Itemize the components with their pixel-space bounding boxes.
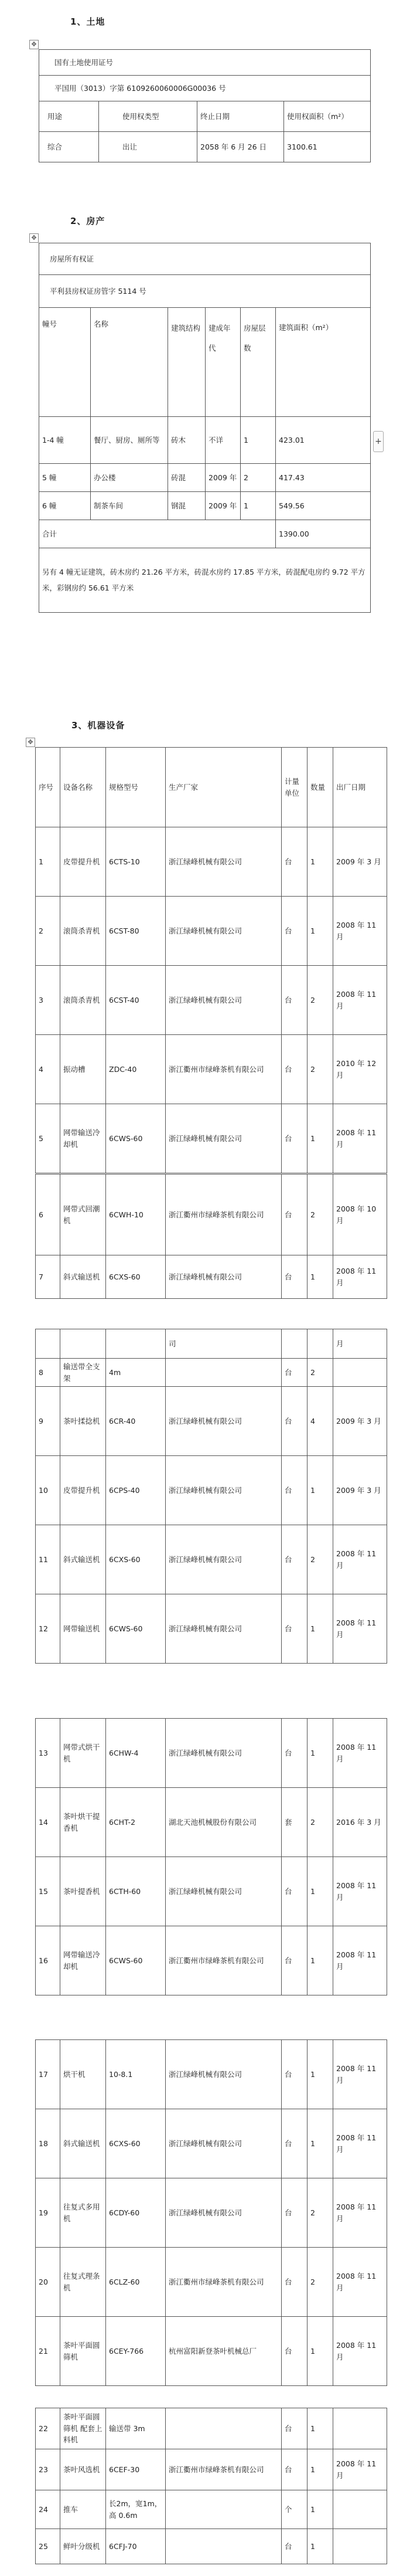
mach-date: 2008 年 11 月 xyxy=(333,1525,387,1594)
mach-no: 22 xyxy=(36,2408,60,2449)
mach-qty: 2 xyxy=(308,1035,333,1104)
house-header-structure: 建筑结构 xyxy=(168,308,206,417)
mach-model xyxy=(106,1329,166,1359)
mach-qty: 1 xyxy=(308,1104,333,1173)
mach-name: 皮带提升机 xyxy=(60,1456,106,1525)
house-note: 另有 4 幢无证建筑，砖木房约 21.26 平方米，砖混水房约 17.85 平方米，砖混配电房约 9.72 平方米，彩钢房约 56.61 平方米 xyxy=(39,548,371,613)
land-value-type: 出让 xyxy=(99,132,197,162)
land-header-end-date: 终止日期 xyxy=(197,101,284,132)
mach-date: 2008 年 11 月 xyxy=(333,966,387,1035)
mach-name: 往复式多用机 xyxy=(60,2178,106,2248)
house-row-bldg: 5 幢 xyxy=(39,464,91,492)
mach-name: 鲜叶分级机 xyxy=(60,2529,106,2564)
mach-model: 6CWH-10 xyxy=(106,1175,166,1255)
mach-unit: 台 xyxy=(282,897,308,966)
land-value-area: 3100.61 xyxy=(284,132,371,162)
mach-maker: 浙江绿峰机械有限公司 xyxy=(166,2040,282,2109)
mach-name: 斜式输送机 xyxy=(60,2109,106,2178)
mach-unit: 台 xyxy=(282,1035,308,1104)
mach-name: 往复式理条机 xyxy=(60,2248,106,2317)
house-row-area: 417.43 xyxy=(276,464,371,492)
mach-name: 网带式回潮机 xyxy=(60,1175,106,1255)
mach-date: 2010 年 12 月 xyxy=(333,1035,387,1104)
mach-unit: 台 xyxy=(282,1456,308,1525)
mach-qty: 2 xyxy=(308,2178,333,2248)
mach-name: 皮带提升机 xyxy=(60,827,106,897)
mach-qty: 1 xyxy=(308,2408,333,2449)
mach-qty: 1 xyxy=(308,1857,333,1926)
mach-header-no: 序号 xyxy=(36,748,60,827)
mach-model: 长2m，宽1m，高 0.6m xyxy=(106,2490,166,2529)
mach-date: 2008 年 11 月 xyxy=(333,1719,387,1788)
mach-date xyxy=(333,2490,387,2529)
mach-model: 6CTH-60 xyxy=(106,1857,166,1926)
mach-unit: 台 xyxy=(282,2449,308,2490)
mach-qty xyxy=(308,1329,333,1359)
mach-qty: 2 xyxy=(308,1788,333,1857)
mach-name: 推车 xyxy=(60,2490,106,2529)
mach-maker: 杭州富阳新登茶叶机械总厂 xyxy=(166,2317,282,2386)
mach-unit: 台 xyxy=(282,1175,308,1255)
add-row-button[interactable]: + xyxy=(373,431,384,452)
mach-name: 网带输送冷却机 xyxy=(60,1926,106,1995)
mach-name xyxy=(60,1329,106,1359)
house-row-year: 2009 年 xyxy=(206,492,241,520)
mach-maker xyxy=(166,2490,282,2529)
mach-maker: 司 xyxy=(166,1329,282,1359)
mach-maker: 浙江绿峰机械有限公司 xyxy=(166,966,282,1035)
mach-name: 斜式输送机 xyxy=(60,1255,106,1299)
mach-date: 2008 年 11 月 xyxy=(333,2449,387,2490)
mach-qty: 4 xyxy=(308,1387,333,1456)
mach-unit: 台 xyxy=(282,1857,308,1926)
house-header-name: 名称 xyxy=(91,308,168,417)
mach-date: 2008 年 11 月 xyxy=(333,1104,387,1173)
house-table xyxy=(39,243,371,613)
mach-maker xyxy=(166,1359,282,1387)
mach-date: 2008 年 11 月 xyxy=(333,2109,387,2178)
land-section-title: 1、土地 xyxy=(70,16,105,27)
mach-name: 烘干机 xyxy=(60,2040,106,2109)
mach-model: 6CEF-30 xyxy=(106,2449,166,2490)
table-move-handle-icon[interactable]: ✥ xyxy=(29,233,39,243)
mach-qty: 1 xyxy=(308,897,333,966)
mach-maker: 湖北天池机械股份有限公司 xyxy=(166,1788,282,1857)
house-header-year: 建成年代 xyxy=(206,308,241,417)
mach-name: 茶叶风选机 xyxy=(60,2449,106,2490)
mach-qty: 2 xyxy=(308,1175,333,1255)
mach-model: 6CST-40 xyxy=(106,966,166,1035)
mach-no: 17 xyxy=(36,2040,60,2109)
mach-no: 16 xyxy=(36,1926,60,1995)
mach-unit: 台 xyxy=(282,2529,308,2564)
mach-header-date: 出厂日期 xyxy=(333,748,387,827)
mach-name: 茶叶提香机 xyxy=(60,1857,106,1926)
mach-no: 6 xyxy=(36,1175,60,1255)
mach-qty: 1 xyxy=(308,1456,333,1525)
house-row-structure: 钢混 xyxy=(168,492,206,520)
mach-model: 4m xyxy=(106,1359,166,1387)
mach-maker: 浙江衢州市绿峰茶机有限公司 xyxy=(166,2248,282,2317)
mach-date: 2008 年 11 月 xyxy=(333,897,387,966)
mach-maker xyxy=(166,2408,282,2449)
mach-unit: 台 xyxy=(282,1255,308,1299)
mach-date xyxy=(333,1359,387,1387)
mach-unit: 台 xyxy=(282,1387,308,1456)
mach-maker: 浙江衢州市绿峰茶机有限公司 xyxy=(166,2449,282,2490)
mach-qty: 1 xyxy=(308,2317,333,2386)
mach-maker: 浙江绿峰机械有限公司 xyxy=(166,1594,282,1664)
mach-header-unit: 计量单位 xyxy=(282,748,308,827)
mach-qty: 1 xyxy=(308,1594,333,1664)
mach-no: 5 xyxy=(36,1104,60,1173)
mach-header-model: 规格型号 xyxy=(106,748,166,827)
mach-date: 2009 年 3 月 xyxy=(333,1456,387,1525)
mach-no: 14 xyxy=(36,1788,60,1857)
mach-date: 2008 年 11 月 xyxy=(333,2317,387,2386)
mach-unit xyxy=(282,1329,308,1359)
house-header-floors: 房屋层数 xyxy=(241,308,276,417)
mach-qty: 1 xyxy=(308,2490,333,2529)
mach-no: 25 xyxy=(36,2529,60,2564)
mach-date: 2008 年 11 月 xyxy=(333,1255,387,1299)
mach-no: 7 xyxy=(36,1255,60,1299)
mach-maker: 浙江绿峰机械有限公司 xyxy=(166,1857,282,1926)
machines-table-part5 xyxy=(35,2039,387,2386)
mach-model: 6CTS-10 xyxy=(106,827,166,897)
mach-model: 6CDY-60 xyxy=(106,2178,166,2248)
mach-header-maker: 生产厂家 xyxy=(166,748,282,827)
mach-model: 6CXS-60 xyxy=(106,2109,166,2178)
mach-model: 输送带 3m xyxy=(106,2408,166,2449)
mach-maker: 浙江绿峰机械有限公司 xyxy=(166,1456,282,1525)
mach-model: 6CEY-766 xyxy=(106,2317,166,2386)
mach-unit: 台 xyxy=(282,2178,308,2248)
mach-no: 10 xyxy=(36,1456,60,1525)
house-row-floors: 2 xyxy=(241,464,276,492)
mach-unit: 台 xyxy=(282,1525,308,1594)
mach-date: 月 xyxy=(333,1329,387,1359)
mach-model: 6CHT-2 xyxy=(106,1788,166,1857)
table-move-handle-icon[interactable]: ✥ xyxy=(29,40,39,49)
mach-qty: 1 xyxy=(308,2449,333,2490)
mach-qty: 2 xyxy=(308,2248,333,2317)
mach-no: 18 xyxy=(36,2109,60,2178)
house-row-structure: 砖木 xyxy=(168,417,206,464)
mach-maker: 浙江绿峰机械有限公司 xyxy=(166,2178,282,2248)
mach-maker: 浙江绿峰机械有限公司 xyxy=(166,1387,282,1456)
mach-unit: 套 xyxy=(282,1788,308,1857)
mach-unit: 台 xyxy=(282,2109,308,2178)
mach-model: 6CHW-4 xyxy=(106,1719,166,1788)
mach-model: 6CWS-60 xyxy=(106,1594,166,1664)
mach-name: 网带输送机 xyxy=(60,1594,106,1664)
mach-maker: 浙江绿峰机械有限公司 xyxy=(166,2109,282,2178)
mach-model: 6CXS-60 xyxy=(106,1255,166,1299)
mach-qty: 2 xyxy=(308,1525,333,1594)
mach-qty: 1 xyxy=(308,2040,333,2109)
mach-unit: 台 xyxy=(282,1594,308,1664)
land-cert-label: 国有土地使用证号 xyxy=(39,50,371,76)
mach-date xyxy=(333,2408,387,2449)
mach-maker xyxy=(166,2529,282,2564)
mach-maker: 浙江绿峰机械有限公司 xyxy=(166,1525,282,1594)
land-value-use: 综合 xyxy=(39,132,99,162)
mach-date: 2016 年 3 月 xyxy=(333,1788,387,1857)
mach-name: 滚筒杀青机 xyxy=(60,897,106,966)
mach-date: 2009 年 3 月 xyxy=(333,827,387,897)
mach-model: 6CWS-60 xyxy=(106,1104,166,1173)
mach-name: 斜式输送机 xyxy=(60,1525,106,1594)
house-row-floors: 1 xyxy=(241,492,276,520)
mach-unit: 台 xyxy=(282,966,308,1035)
mach-no: 11 xyxy=(36,1525,60,1594)
mach-date: 2009 年 3 月 xyxy=(333,1387,387,1456)
mach-unit: 台 xyxy=(282,1104,308,1173)
mach-unit: 台 xyxy=(282,2248,308,2317)
machines-table-part3 xyxy=(35,1329,387,1664)
mach-no: 9 xyxy=(36,1387,60,1456)
house-header-bldg: 幢号 xyxy=(39,308,91,417)
mach-no: 1 xyxy=(36,827,60,897)
mach-model: 6CXS-60 xyxy=(106,1525,166,1594)
mach-name: 茶叶平面圆筛机 xyxy=(60,2317,106,2386)
mach-no: 20 xyxy=(36,2248,60,2317)
mach-unit: 台 xyxy=(282,1926,308,1995)
mach-name: 网带式烘干机 xyxy=(60,1719,106,1788)
mach-qty: 1 xyxy=(308,2529,333,2564)
mach-model: 6CFJ-70 xyxy=(106,2529,166,2564)
mach-no: 8 xyxy=(36,1359,60,1387)
mach-no: 13 xyxy=(36,1719,60,1788)
mach-name: 振动槽 xyxy=(60,1035,106,1104)
mach-unit: 台 xyxy=(282,1359,308,1387)
mach-model: 6CR-40 xyxy=(106,1387,166,1456)
mach-maker: 浙江衢州市绿峰茶机有限公司 xyxy=(166,1926,282,1995)
mach-maker: 浙江绿峰机械有限公司 xyxy=(166,897,282,966)
machines-section-title: 3、机器设备 xyxy=(71,720,125,731)
mach-no: 12 xyxy=(36,1594,60,1664)
land-header-type: 使用权类型 xyxy=(99,101,197,132)
mach-maker: 浙江绿峰机械有限公司 xyxy=(166,827,282,897)
house-section-title: 2、房产 xyxy=(70,216,105,226)
house-cert-number: 平利县房权证房管字 5114 号 xyxy=(39,275,371,308)
mach-name: 网带输送冷却机 xyxy=(60,1104,106,1173)
mach-no: 23 xyxy=(36,2449,60,2490)
mach-no: 19 xyxy=(36,2178,60,2248)
mach-qty: 1 xyxy=(308,1926,333,1995)
table-move-handle-icon[interactable]: ✥ xyxy=(26,738,35,747)
mach-qty: 2 xyxy=(308,1359,333,1387)
house-row-bldg: 6 幢 xyxy=(39,492,91,520)
land-header-use: 用途 xyxy=(39,101,99,132)
mach-no: 4 xyxy=(36,1035,60,1104)
mach-no: 15 xyxy=(36,1857,60,1926)
house-cert-label: 房屋所有权证 xyxy=(39,243,371,275)
mach-maker: 浙江绿峰机械有限公司 xyxy=(166,1719,282,1788)
mach-no: 2 xyxy=(36,897,60,966)
mach-maker: 浙江绿峰机械有限公司 xyxy=(166,1104,282,1173)
mach-name: 茶叶烘干提香机 xyxy=(60,1788,106,1857)
mach-no: 21 xyxy=(36,2317,60,2386)
mach-unit: 台 xyxy=(282,2317,308,2386)
house-header-area: 建筑面积（m²） xyxy=(276,308,371,417)
land-cert-number: 平国用（3013）字第 6109260060006G00036 号 xyxy=(39,76,371,101)
house-row-bldg: 1-4 幢 xyxy=(39,417,91,464)
mach-unit: 台 xyxy=(282,2040,308,2109)
mach-unit: 台 xyxy=(282,2408,308,2449)
mach-header-qty: 数量 xyxy=(308,748,333,827)
house-total-value: 1390.00 xyxy=(276,520,371,548)
mach-qty: 2 xyxy=(308,966,333,1035)
mach-header-name: 设备名称 xyxy=(60,748,106,827)
mach-date: 2008 年 11 月 xyxy=(333,1594,387,1664)
mach-qty: 1 xyxy=(308,2109,333,2178)
machines-table-part6 xyxy=(35,2408,387,2564)
mach-unit: 台 xyxy=(282,1719,308,1788)
mach-date: 2008 年 11 月 xyxy=(333,2178,387,2248)
mach-model: ZDC-40 xyxy=(106,1035,166,1104)
mach-date: 2008 年 11 月 xyxy=(333,1857,387,1926)
house-row-area: 549.56 xyxy=(276,492,371,520)
mach-maker: 浙江绿峰机械有限公司 xyxy=(166,1255,282,1299)
mach-no: 24 xyxy=(36,2490,60,2529)
mach-qty: 1 xyxy=(308,1719,333,1788)
mach-model: 6CLZ-60 xyxy=(106,2248,166,2317)
mach-qty: 1 xyxy=(308,1255,333,1299)
mach-no xyxy=(36,1329,60,1359)
land-value-end-date: 2058 年 6 月 26 日 xyxy=(197,132,284,162)
land-table xyxy=(39,49,371,162)
mach-unit: 台 xyxy=(282,827,308,897)
mach-name: 茶叶平面圆筛机 配套上料机 xyxy=(60,2408,106,2449)
house-row-year: 2009 年 xyxy=(206,464,241,492)
mach-date: 2008 年 10 月 xyxy=(333,1175,387,1255)
house-total-label: 合计 xyxy=(39,520,276,548)
machines-table-part1 xyxy=(35,747,387,1173)
house-row-structure: 砖混 xyxy=(168,464,206,492)
mach-name: 滚筒杀青机 xyxy=(60,966,106,1035)
mach-date: 2008 年 11 月 xyxy=(333,1926,387,1995)
mach-no: 3 xyxy=(36,966,60,1035)
mach-date: 2008 年 11 月 xyxy=(333,2248,387,2317)
mach-date: 2008 年 11 月 xyxy=(333,2040,387,2109)
house-row-name: 制茶车间 xyxy=(91,492,168,520)
house-row-area: 423.01 xyxy=(276,417,371,464)
house-row-name: 餐厅、厨房、厕所等 xyxy=(91,417,168,464)
mach-model: 6CPS-40 xyxy=(106,1456,166,1525)
house-row-floors: 1 xyxy=(241,417,276,464)
mach-model: 10-8.1 xyxy=(106,2040,166,2109)
machines-table-part4 xyxy=(35,1718,387,1995)
mach-model: 6CWS-60 xyxy=(106,1926,166,1995)
mach-model: 6CST-80 xyxy=(106,897,166,966)
mach-unit: 个 xyxy=(282,2490,308,2529)
mach-maker: 浙江衢州市绿峰茶机有限公司 xyxy=(166,1035,282,1104)
mach-name: 输送带全支架 xyxy=(60,1359,106,1387)
house-row-name: 办公楼 xyxy=(91,464,168,492)
land-header-area: 使用权面积（m²） xyxy=(284,101,371,132)
mach-name: 茶叶揉捻机 xyxy=(60,1387,106,1456)
mach-qty: 1 xyxy=(308,827,333,897)
mach-maker: 浙江衢州市绿峰茶机有限公司 xyxy=(166,1175,282,1255)
machines-table-part2 xyxy=(35,1174,387,1299)
mach-date xyxy=(333,2529,387,2564)
house-row-year: 不详 xyxy=(206,417,241,464)
